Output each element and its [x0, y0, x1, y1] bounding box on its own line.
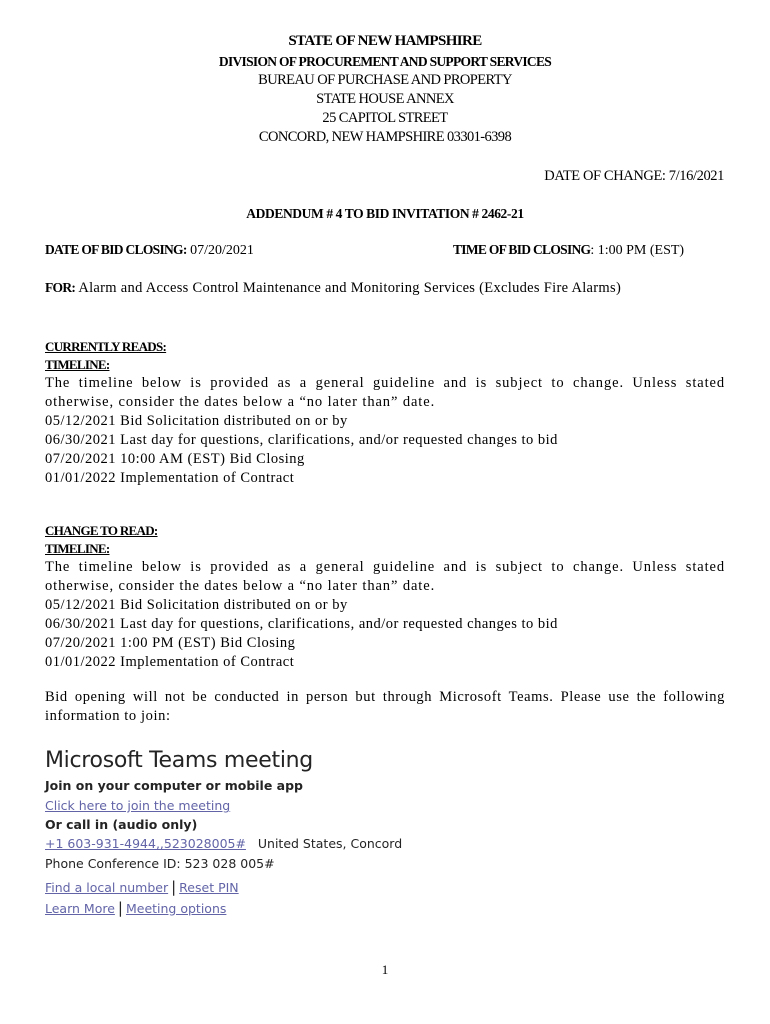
timeline-item: 06/30/2021 Last day for questions, clarifications, and/or requested changes to bid [45, 616, 558, 632]
city-address: CONCORD, NEW HAMPSHIRE 03301-6398 [258, 129, 512, 145]
timeline-item: 06/30/2021 Last day for questions, clarifications, and/or requested changes to bid [45, 432, 558, 448]
teams-meeting-title: Microsoft Teams meeting [45, 748, 313, 773]
separator-bar: | [171, 878, 177, 896]
bid-closing-time-value: : 1:00 PM (EST) [590, 243, 685, 258]
for-line [45, 280, 621, 297]
division-name: DIVISION OF PROCUREMENT AND SUPPORT SERVICES [218, 54, 552, 69]
timeline-heading: TIMELINE: [45, 541, 110, 556]
timeline-intro: The timeline below is provided as a general guideline and is subject to change. Unless stated otherwise, consider the dates below a “no later than” date. [45, 375, 725, 410]
bid-closing-time [453, 242, 684, 259]
building-name: STATE HOUSE ANNEX [316, 91, 454, 107]
currently-reads-section [45, 338, 725, 488]
timeline-item: 07/20/2021 10:00 AM (EST) Bid Closing [45, 451, 305, 467]
bid-closing-date-label: DATE OF BID CLOSING: [45, 242, 187, 257]
separator-bar: | [117, 899, 123, 917]
page-number: 1 [381, 962, 389, 977]
teams-meeting-block [45, 746, 402, 919]
bid-opening-note: Bid opening will not be conducted in person but through Microsoft Teams. Please use the following information to join: [45, 689, 725, 724]
currently-reads-heading: CURRENTLY READS: [45, 339, 167, 354]
timeline-intro: The timeline below is provided as a general guideline and is subject to change. Unless stated otherwise, consider the dates below a “no later than” date. [45, 559, 725, 594]
phone-location: United States, Concord [257, 836, 403, 851]
change-to-read-section [45, 522, 725, 672]
timeline-item: 01/01/2022 Implementation of Contract [45, 654, 295, 670]
conference-id: Phone Conference ID: 523 028 005# [45, 856, 275, 871]
join-label: Join on your computer or mobile app [45, 778, 303, 793]
street-address: 25 CAPITOL STREET [322, 110, 448, 126]
state-title: STATE OF NEW HAMPSHIRE [288, 33, 482, 49]
find-local-number-link[interactable]: Find a local number [45, 880, 169, 895]
bid-closing-date-value: 07/20/2021 [186, 243, 254, 258]
meeting-options-link[interactable]: Meeting options [125, 901, 227, 916]
timeline-item: 05/12/2021 Bid Solicitation distributed on or by [45, 413, 348, 429]
phone-number-link[interactable]: +1 603-931-4944,,523028005# [45, 836, 246, 851]
timeline-item: 07/20/2021 1:00 PM (EST) Bid Closing [45, 635, 296, 651]
reset-pin-link[interactable]: Reset PIN [179, 880, 239, 895]
phone-line [45, 834, 402, 854]
for-text: Alarm and Access Control Maintenance and Monitoring Services (Excludes Fire Alarms) [75, 280, 622, 296]
bid-closing-time-label: TIME OF BID CLOSING [453, 242, 591, 257]
timeline-heading: TIMELINE: [45, 357, 110, 372]
change-to-read-heading: CHANGE TO READ: [45, 523, 158, 538]
date-of-change: DATE OF CHANGE: 7/16/2021 [544, 168, 724, 184]
for-label: FOR: [45, 280, 76, 295]
timeline-item: 05/12/2021 Bid Solicitation distributed on or by [45, 597, 348, 613]
addendum-title: ADDENDUM # 4 TO BID INVITATION # 2462-21 [246, 206, 524, 221]
learn-more-link[interactable]: Learn More [45, 901, 115, 916]
call-in-label: Or call in (audio only) [45, 817, 198, 832]
bid-closing-date [45, 242, 254, 259]
join-meeting-link[interactable]: Click here to join the meeting [45, 798, 231, 813]
options-line [45, 898, 402, 919]
timeline-item: 01/01/2022 Implementation of Contract [45, 470, 295, 486]
bureau-name: BUREAU OF PURCHASE AND PROPERTY [258, 72, 512, 88]
local-number-line [45, 877, 402, 898]
